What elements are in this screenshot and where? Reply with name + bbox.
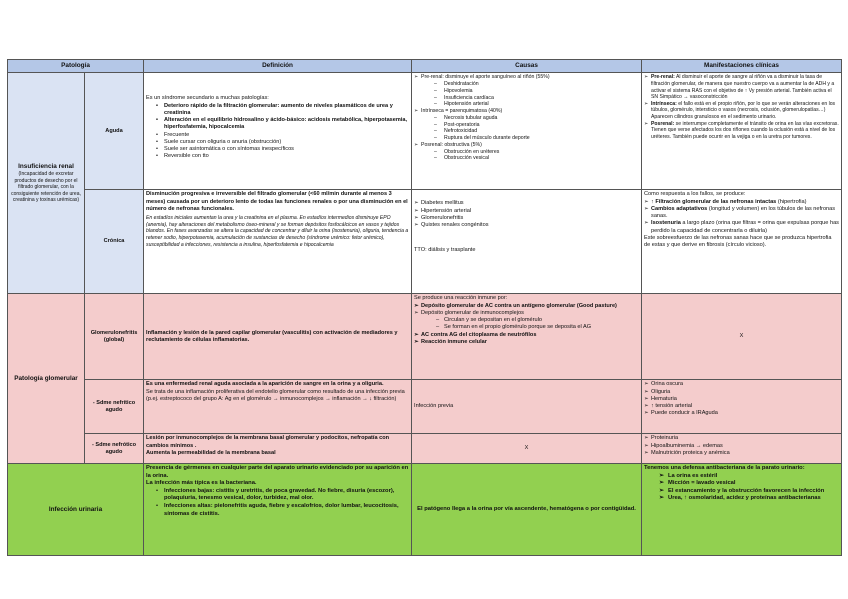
iu-man-item: ➢ El estancamiento y la obstrucción favorecen la infección [644, 488, 839, 496]
pg-nefritico-cause: Infección previa [412, 380, 642, 434]
pg-gn-man: X [642, 294, 842, 380]
ir-aguda-def-item: • Reversible con tto [146, 153, 409, 160]
ir-name: Insuficiencia renal [18, 162, 74, 170]
text: (hipertrofia) [776, 198, 807, 205]
pg-nefrotico-man: ➢ Hipoalbuminemia → edemas [644, 443, 839, 450]
term: Isostenuria [651, 220, 681, 227]
iu-man-item: ➢ La orina es estéril [644, 473, 839, 481]
cell-ir-cronica-manifestations [642, 190, 842, 294]
pg-gn-cause: ➢ Depósito glomerular de inmunocomplejos [414, 310, 639, 317]
iu-cause: El patógeno llega a la orina por vía ascendente, hematógena o por contigüidad. [412, 464, 642, 556]
iu-def-1: Presencia de gérmenes en cualquier parte del aparato urinario evidenciado por su aparición en la orina. [146, 465, 409, 479]
pg-gn-cause: ➢ AC contra AG del citoplasma de neutrófilos [414, 332, 639, 339]
cause-sub-item: – Nefrotoxicidad [414, 128, 639, 135]
cause-sub-item: – Insuficiencia cardíaca [414, 95, 639, 102]
cause-sub-item: – Obstrucción en uréteres [414, 149, 639, 156]
cause-sub-item: – Hipotensión arterial [414, 101, 639, 108]
pg-gn-cause-intro: Se produce una reacción inmune por: [414, 295, 508, 302]
term: Infecciones altas: [164, 502, 213, 509]
text: a largo plazo (orina que filtras = orina que expulsas porque has perdido la capacidad de concentrarla o diluirla) [651, 220, 839, 234]
text: Al disminuir el aporte de sangre al riñón va a disminuir la tasa de filtración glomerular, de manera que nuestro cuerpo va a aumentar la de ADH y a activar el sistema RAS con el objetivo de ↑ Vy presión arterial. También activa el SN Simpático → vasoconstricción [651, 74, 835, 101]
ir-cronica-def-italic: En estadíos iniciales aumentan la urea y la creatinina en el plasma. En estadíos intermedios disminuye EPO (anemia), hay alteraciones del metabolismo óseo-mineral y se forman depósitos fosfocálcicos en vasos y tejidos blandos. En fases avanzadas se altera la capacidad de concentrar y diluir la orina (isostenuria), oliguria, tendencia a retener sodio, hiperpotasemia, acumulación de sustancias de desecho (síndrome urémico: fetor urémico), susceptibilidad a infecciones, resistencia a insulina, hiperfosfatemia e hipocalcemia [146, 215, 409, 248]
ir-aguda-def-item: • Suele ser asintomática o con síntomas inespecíficos [146, 146, 409, 153]
cause-sub-item: – Hipovolemia [414, 88, 639, 95]
pg-nefrotico-man: ➢ Proteinuria [644, 435, 839, 442]
pg-nefritico-def-2: Se trata de una inflamación proliferativa del endotelio glomerular como resultado de una infección previa (p.ej. estreptococo del grupo A: Ag en el glomérulo → inmunocomplejos → inflamación → ↓ filtración) [146, 388, 405, 402]
cell-ir-cronica-definition [144, 190, 412, 294]
ir-cronica-cause: ➢ Diabetes mellitus [414, 200, 639, 207]
header-causes: Causas [412, 60, 642, 73]
text: pielonefritis aguda, fiebre y escalofríos, dolor lumbar, leucocitosis, síntomas de cistitis. [164, 502, 399, 517]
pg-nefrotico-def-2: Aumenta la permeabilidad de la membrana basal [146, 449, 276, 456]
ir-cronica-man-intro: Como respuesta a los fallos, se produce: [644, 191, 746, 198]
pg-nefritico-man: ➢ Puede conducir a IRAguda [644, 410, 839, 417]
ir-cronica-def-bold: Disminución progresiva e irreversible del filtrado glomerular (<60 ml/min durante al menos 3 meses) causada por un deterioro lento de todas las funciones renales o por una disminución en el número de nefronas funcionales. [146, 191, 408, 212]
ir-cronica-man-item [644, 206, 839, 221]
pg-nefrotico-cause: X [412, 434, 642, 464]
row-iu [8, 464, 842, 556]
text: se interrumpe completamente el tránsito de orina en las vías excretoras. Tienen que verse afectados los dos riñones cuando la oclusión está a nivel de los uréteres. También puede ocurrir en la vejiga o en la uretra por tumores. [651, 120, 839, 140]
header-row [8, 60, 842, 73]
row-ir-aguda [8, 73, 842, 190]
cell-ir-cronica-causes [412, 190, 642, 294]
ir-aguda-cause-prerenal: ➢ Pre-renal: disminuye el aporte sanguíneo al riñón (55%) [414, 74, 639, 81]
iu-def-altas [146, 503, 409, 518]
cell-ir-aguda-manifestations [642, 73, 842, 190]
pathology-table [7, 59, 842, 556]
ir-cronica-man-end: Este sobreesfuerzo de las nefronas sanas hace que se produzca hipertrofia de estas y que derive en fibrosis (círculo vicioso). [644, 234, 832, 249]
header-manifestations: Manifestaciones clínicas [642, 60, 842, 73]
ir-aguda-def-list [146, 103, 409, 161]
iu-def-bajas [146, 488, 409, 503]
iu-man-item: ➢ Urea, ↑ osmolaridad, acidez y proteínas antibacterianas [644, 495, 839, 503]
row-pg-nefrotico [8, 434, 842, 464]
header-definition: Definición [144, 60, 412, 73]
ir-cronica-label: Crónica [85, 190, 144, 294]
cause-sub-item: – Deshidratación [414, 81, 639, 88]
ir-aguda-def-item: • Suele cursar con oliguria o anuria (obstrucción) [146, 139, 409, 146]
iu-name: Infección urinaria [8, 464, 144, 556]
text: (longitud y volumen) en los túbulos de las nefronas sanas. [651, 205, 836, 220]
term: Cambios adaptativos [651, 205, 708, 212]
pg-gn-cause: ➢ Reacción inmune celular [414, 339, 639, 346]
ir-cronica-cause: ➢ Glomerulonefritis [414, 215, 639, 222]
term: Posrenal: [651, 120, 675, 127]
ir-cronica-cause: ➢ Hipertensión arterial [414, 208, 639, 215]
term: Infecciones bajas: [164, 487, 215, 494]
pg-gn-label: Glomerulonefritis (global) [85, 294, 144, 380]
pg-nefritico-man: ➢ Oliguria [644, 389, 839, 396]
row-ir-cronica [8, 190, 842, 294]
pg-gn-def: Inflamación y lesión de la pared capilar glomerular (vasculitis) con activación de mediadores y reclutamiento de células inflamatorias. [146, 329, 398, 343]
header-pathology: Patología [8, 60, 144, 73]
ir-aguda-def-intro: Es un síndrome secundario a muchas patologías: [146, 95, 269, 102]
cell-ir-aguda-definition [144, 73, 412, 190]
pg-name: Patología glomerular [8, 294, 85, 464]
cell-iu-manifestations [642, 464, 842, 556]
ir-cronica-man-item [644, 220, 839, 235]
pg-nefrotico-label: - Sdme nefrótico agudo [85, 434, 144, 464]
row-pg-nefritico [8, 380, 842, 434]
ir-aguda-cause-intrinseca: ➢ Intrínseca = parenquimatosa (40%) [414, 108, 639, 115]
iu-man-intro: Tenemos una defensa antibacteriana de la parato urinario: [644, 465, 805, 472]
pg-nefritico-man: ➢ Orina oscura [644, 381, 839, 388]
cell-pg-nefrotico-definition [144, 434, 412, 464]
cell-pg-gn-definition [144, 294, 412, 380]
ir-aguda-man-posrenal [644, 121, 839, 141]
pg-nefritico-label: - Sdme nefrítico agudo [85, 380, 144, 434]
iu-def-2: La infección más típica es la bacteriana. [146, 480, 257, 487]
ir-aguda-cause-posrenal: ➢ Posrenal: obstructiva (5%) [414, 142, 639, 149]
ir-aguda-def-item: • Alteración en el equilibrio hidrosalino y ácido-básico: acidosis metabólica, hiperpotasemia, hiperfosfatemia, hipocalcemia [146, 117, 409, 132]
cause-sub-item: – Necrosis tubular aguda [414, 115, 639, 122]
term: Intrínseca: [651, 100, 677, 107]
cell-pg-gn-causes [412, 294, 642, 380]
cause-sub-item: – Circulan y se depositan en el glomérulo [414, 317, 639, 324]
iu-man-item: ➢ Micción = lavado vesical [644, 480, 839, 488]
ir-aguda-label: Aguda [85, 73, 144, 190]
cause-sub-item: – Ruptura del músculo durante deporte [414, 135, 639, 142]
text: cistitis y uretritis, de poca gravedad. No fiebre, disuria (escozor), polaquiuria, tenesmo vesical, dolor, turbidez, mal olor. [164, 487, 395, 502]
term: ↑ Filtración glomerular de las nefronas intactas [651, 198, 777, 205]
ir-aguda-man-intrinseca [644, 101, 839, 121]
pg-nefritico-man: ➢ ↑ tensión arterial [644, 403, 839, 410]
ir-cronica-tto: TTO: diálisis y trasplante [414, 247, 476, 254]
ir-name-sub: (Incapacidad de excretar productos de desecho por el filtrado glomerular, con la consiguiente retención de urea, creatinina y toxinas urémicas) [11, 171, 81, 204]
cell-ir-name [8, 73, 85, 294]
text: el fallo está en el propio riñón, por lo que se verán alteraciones en los túbulos, glomérulo, intersticio o vasos (necrosis, oclusión, glomerulopatías…) Aparecen cilindros granulosos en el sedimento urinario. [651, 100, 836, 120]
pg-nefritico-def-1: Es una enfermedad renal aguda asociada a la aparición de sangre en la orina y a oliguria. [146, 381, 384, 388]
cause-sub-item: – Post-operatoria [414, 122, 639, 129]
cell-pg-nefritico-definition [144, 380, 412, 434]
cause-sub-item: – Obstrucción vesical [414, 155, 639, 162]
cause-sub-item: – Se forman en el propio glomérulo porque se deposita el AG [414, 324, 639, 331]
pg-nefrotico-def-1: Lesión por inmunocomplejos de la membrana basal glomerular y podocitos, nefropatía con cambios mínimos . [146, 435, 390, 449]
ir-aguda-man-prerenal [644, 74, 839, 100]
pg-nefritico-man: ➢ Hematuria [644, 396, 839, 403]
ir-cronica-cause: ➢ Quistes renales congénitos [414, 222, 639, 229]
row-pg-glomerulonefritis [8, 294, 842, 380]
cell-pg-nefrotico-manifestations [642, 434, 842, 464]
cell-ir-aguda-causes [412, 73, 642, 190]
pg-nefrotico-man: ➢ Malnutrición proteica y anémica [644, 450, 839, 457]
ir-aguda-def-item: • Frecuente [146, 132, 409, 139]
pg-gn-cause: ➢ Depósito glomerular de AC contra un antígeno glomerular (Good pasture) [414, 303, 639, 310]
cell-iu-definition [144, 464, 412, 556]
ir-cronica-man-item [644, 199, 839, 206]
term: Pre-renal: [651, 74, 675, 81]
cell-pg-nefritico-manifestations [642, 380, 842, 434]
ir-aguda-def-item: • Deterioro rápido de la filtración glomerular: aumento de niveles plasmáticos de urea y creatinina [146, 103, 409, 118]
